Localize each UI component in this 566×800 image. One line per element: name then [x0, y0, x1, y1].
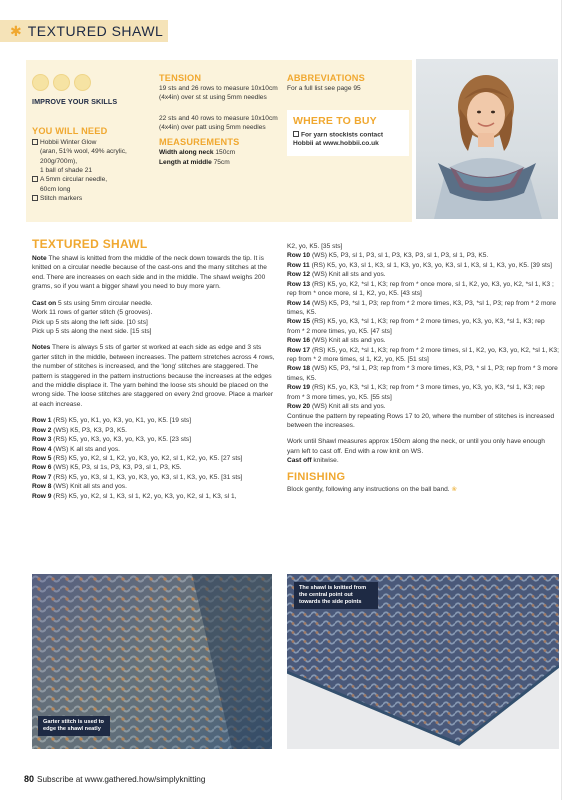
checkbox-icon: [32, 195, 38, 201]
watermark: PassionForum.ru: [462, 775, 556, 787]
skill-dot: [53, 74, 70, 91]
pattern-row: Row 6 (WS) K5, P3, sl 1s, P3, K3, P3, sl 1, P3, K5.: [32, 464, 182, 472]
checkbox-icon: [293, 131, 299, 137]
section-header: [0, 20, 168, 42]
pattern-row: Row 16 (WS) Knit all sts and yos.: [287, 337, 386, 345]
skills-block: [32, 74, 142, 106]
pattern-title: TEXTURED SHAWL: [32, 237, 148, 251]
need-item: A 5mm circular needle,: [32, 175, 152, 184]
pattern-row: Row 3 (RS) K5, yo, K3, yo, K3, yo, K3, yo, K5. [23 sts]: [32, 436, 192, 444]
skill-level-dots: [32, 74, 142, 91]
pattern-row: Row 17 (RS) K5, yo, K2, *sl 1, K3; rep from * 2 more times, sl 1, K2, yo, K3, yo, K2, *sl 1, K3; rep from * 2 more times, sl 1, K2, yo, K5. [51 sts]: [287, 346, 559, 364]
tension-title: TENSION: [159, 73, 202, 83]
pattern-row: Row 7 (RS) K5, yo, K3, sl 1, K3, yo, K3, yo, K3, sl 1, K3, yo, K5. [31 sts]: [32, 473, 243, 481]
pattern-row: Row 18 (WS) K5, P3, *sl 1, P3; rep from * 3 more times, K3, P3, * sl 1, P3; rep from * 3 more times, K5.: [287, 365, 558, 382]
caption-right: The shawl is knitted from the central point out towards the side points: [294, 582, 378, 609]
page-edge-rule: [561, 0, 562, 800]
need-list: [32, 138, 152, 204]
pattern-row: Row 12 (WS) Knit all sts and yos.: [287, 271, 386, 279]
measurements-title: MEASUREMENTS: [159, 137, 240, 148]
section-title: TEXTURED SHAWL: [27, 23, 164, 39]
finishing-text: Block gently, following any instructions on the ball band. ❀: [287, 485, 457, 493]
pattern-row: Row 13 (RS) K5, yo, K2, *sl 1, K3; rep from * once more, sl 1, K2, yo, K3, yo, K2, *sl 1, K3 ; rep from * once more, sl 1, K2, yo, K5. [43 sts]: [287, 280, 554, 298]
pattern-right-column: [287, 242, 559, 494]
where-to-buy-title: WHERE TO BUY: [293, 115, 377, 127]
note-paragraph: Note The shawl is knitted from the middle of the neck down towards the tip. It is knitted on a circular needle because of the cast-ons and the many stitches at the end. There are increases on each side and in the middle. The shawl weighs 200 grams, so if you want a bigger shawl you need to buy more yarn.: [32, 255, 267, 291]
need-item: Stitch markers: [32, 194, 152, 203]
skill-dot: [32, 74, 49, 91]
leaf-icon: ❀: [451, 485, 457, 493]
pattern-row: Row 8 (WS) Knit all sts and yos.: [32, 483, 127, 491]
need-item: (aran, 51% wool, 49% acrylic,: [40, 148, 127, 156]
pattern-row: Row 2 (WS) K5, P3, K3, P3, K5.: [32, 426, 127, 434]
caption-left: Garter stitch is used to edge the shawl neatly: [38, 716, 110, 736]
pattern-row: Row 14 (WS) K5, P3, *sl 1, P3; rep from * 2 more times, K3, P3, *sl 1, P3; rep from * 2 more times, K5.: [287, 299, 556, 316]
page-number: 80: [24, 774, 35, 784]
cast-on-line: Cast on 5 sts using 5mm circular needle.: [32, 299, 153, 307]
checkbox-icon: [32, 139, 38, 145]
need-item: 60cm long: [40, 185, 71, 193]
cast-on-line: Pick up 5 sts along the left side. [10 sts]: [32, 318, 148, 326]
width-line: Width along neck 150cm: [159, 149, 236, 157]
tension-block: [159, 73, 284, 167]
subscribe-text: Subscribe at www.gathered.how/simplyknitting: [37, 775, 206, 784]
cast-on-line: Pick up 5 sts along the next side. [15 sts]: [32, 327, 152, 335]
pattern-row: Row 10 (WS) K5, P3, sl 1, P3, sl 1, P3, K3, P3, sl 1, P3, sl 1, P3, K5.: [287, 252, 489, 260]
need-item: 1 ball of shade 21: [40, 167, 93, 175]
model-photo: [416, 59, 558, 219]
pattern-row-continued: K2, yo, K5. [35 sts]: [287, 243, 343, 250]
continue-paragraph: Continue the pattern by repeating Rows 17 to 20, where the number of stitches is increased between the increases.: [287, 412, 555, 430]
need-item: 200g/700m),: [40, 157, 78, 165]
checkbox-icon: [32, 176, 38, 182]
notes-paragraph: Notes There is always 5 sts of garter st worked at each side as edge and 3 sts garter stitch in the middle, between increases. The pattern stretches across 4 rows, the number of stitches is increased, and the 'long' stitches are staggered. The pattern is staggered in the pattern instructions because the increases at the edges and the middle displace it. The yarn behind the loose sts should be placed on the wrong side. The loose stitches are staggered on every 2nd groove. Place a marker at each increase.: [32, 344, 275, 408]
model-illustration: [416, 59, 558, 219]
abbreviations-title: ABBREVIATIONS: [287, 73, 365, 83]
tension-text-2: 22 sts and 40 rows to measure 10x10cm (4x4in) over patt using 5mm needles: [159, 114, 278, 132]
length-line: Length at middle 75cm: [159, 158, 230, 166]
need-item: Hobbii Winter Glow: [32, 138, 152, 147]
where-to-buy-box: [287, 110, 409, 156]
where-to-buy-text: For yarn stockists contact Hobbii at www.hobbii.co.uk: [293, 131, 384, 148]
skill-dot: [74, 74, 91, 91]
pattern-left-column: [32, 237, 280, 501]
star-icon: ✱: [10, 22, 22, 39]
skills-label: IMPROVE YOUR SKILLS: [32, 97, 118, 106]
pattern-body: [32, 254, 280, 501]
page-footer: [24, 774, 205, 784]
work-until-paragraph: Work until Shawl measures approx 150cm along the neck, or until you only have enough yarn left to cast off. End with a row knit on WS.: [287, 438, 545, 455]
pattern-row: Row 4 (WS) K all sts and yos.: [32, 445, 120, 453]
pattern-row: Row 15 (RS) K5, yo, K3, *sl 1, K3; rep from * 2 more times, yo, K3, yo, K3, *sl 1, K3; rep from * 2 more times, yo, K5. [47 sts]: [287, 318, 545, 335]
abbreviations-block: [287, 73, 409, 93]
pattern-row: Row 11 (RS) K5, yo, K3, sl 1, K3, sl 1, K3, yo, K3, yo, K3, sl 1, K3, sl 1, K3, yo, K5. [39 sts]: [287, 261, 552, 269]
garter-edge-photo: [32, 574, 272, 749]
pattern-row: Row 5 (RS) K5, yo, K2, sl 1, K2, yo, K3, yo, K2, sl 1, K2, yo, K5. [27 sts]: [32, 455, 243, 463]
pattern-body-continued: [287, 242, 559, 466]
cast-off-line: Cast off knitwise.: [287, 457, 339, 465]
you-will-need: [32, 126, 152, 204]
cast-on-line: Work 11 rows of garter stitch (5 grooves).: [32, 309, 153, 317]
pattern-row: Row 1 (RS) K5, yo, K1, yo, K3, yo, K1, yo, K5. [19 sts]: [32, 417, 192, 425]
pattern-row: Row 9 (RS) K5, yo, K2, sl 1, K3, sl 1, K2, yo, K3, yo, K2, sl 1, K3, sl 1,: [32, 492, 237, 500]
finishing-title: FINISHING: [287, 470, 346, 483]
pattern-row: Row 19 (RS) K5, yo, K3, *sl 1, K3; rep from * 3 more times, yo, K3, yo, K3, *sl 1, K3; rep from * 3 more times, yo, K5. [55 sts]: [287, 384, 545, 401]
pattern-row: Row 20 (WS) Knit all sts and yos.: [287, 403, 386, 411]
tension-text-1: 19 sts and 26 rows to measure 10x10cm (4x4in) over st st using 5mm needles: [159, 85, 278, 102]
abbreviations-text: For a full list see page 95: [287, 85, 361, 92]
need-title: YOU WILL NEED: [32, 126, 108, 136]
shawl-point-photo: [287, 574, 559, 749]
